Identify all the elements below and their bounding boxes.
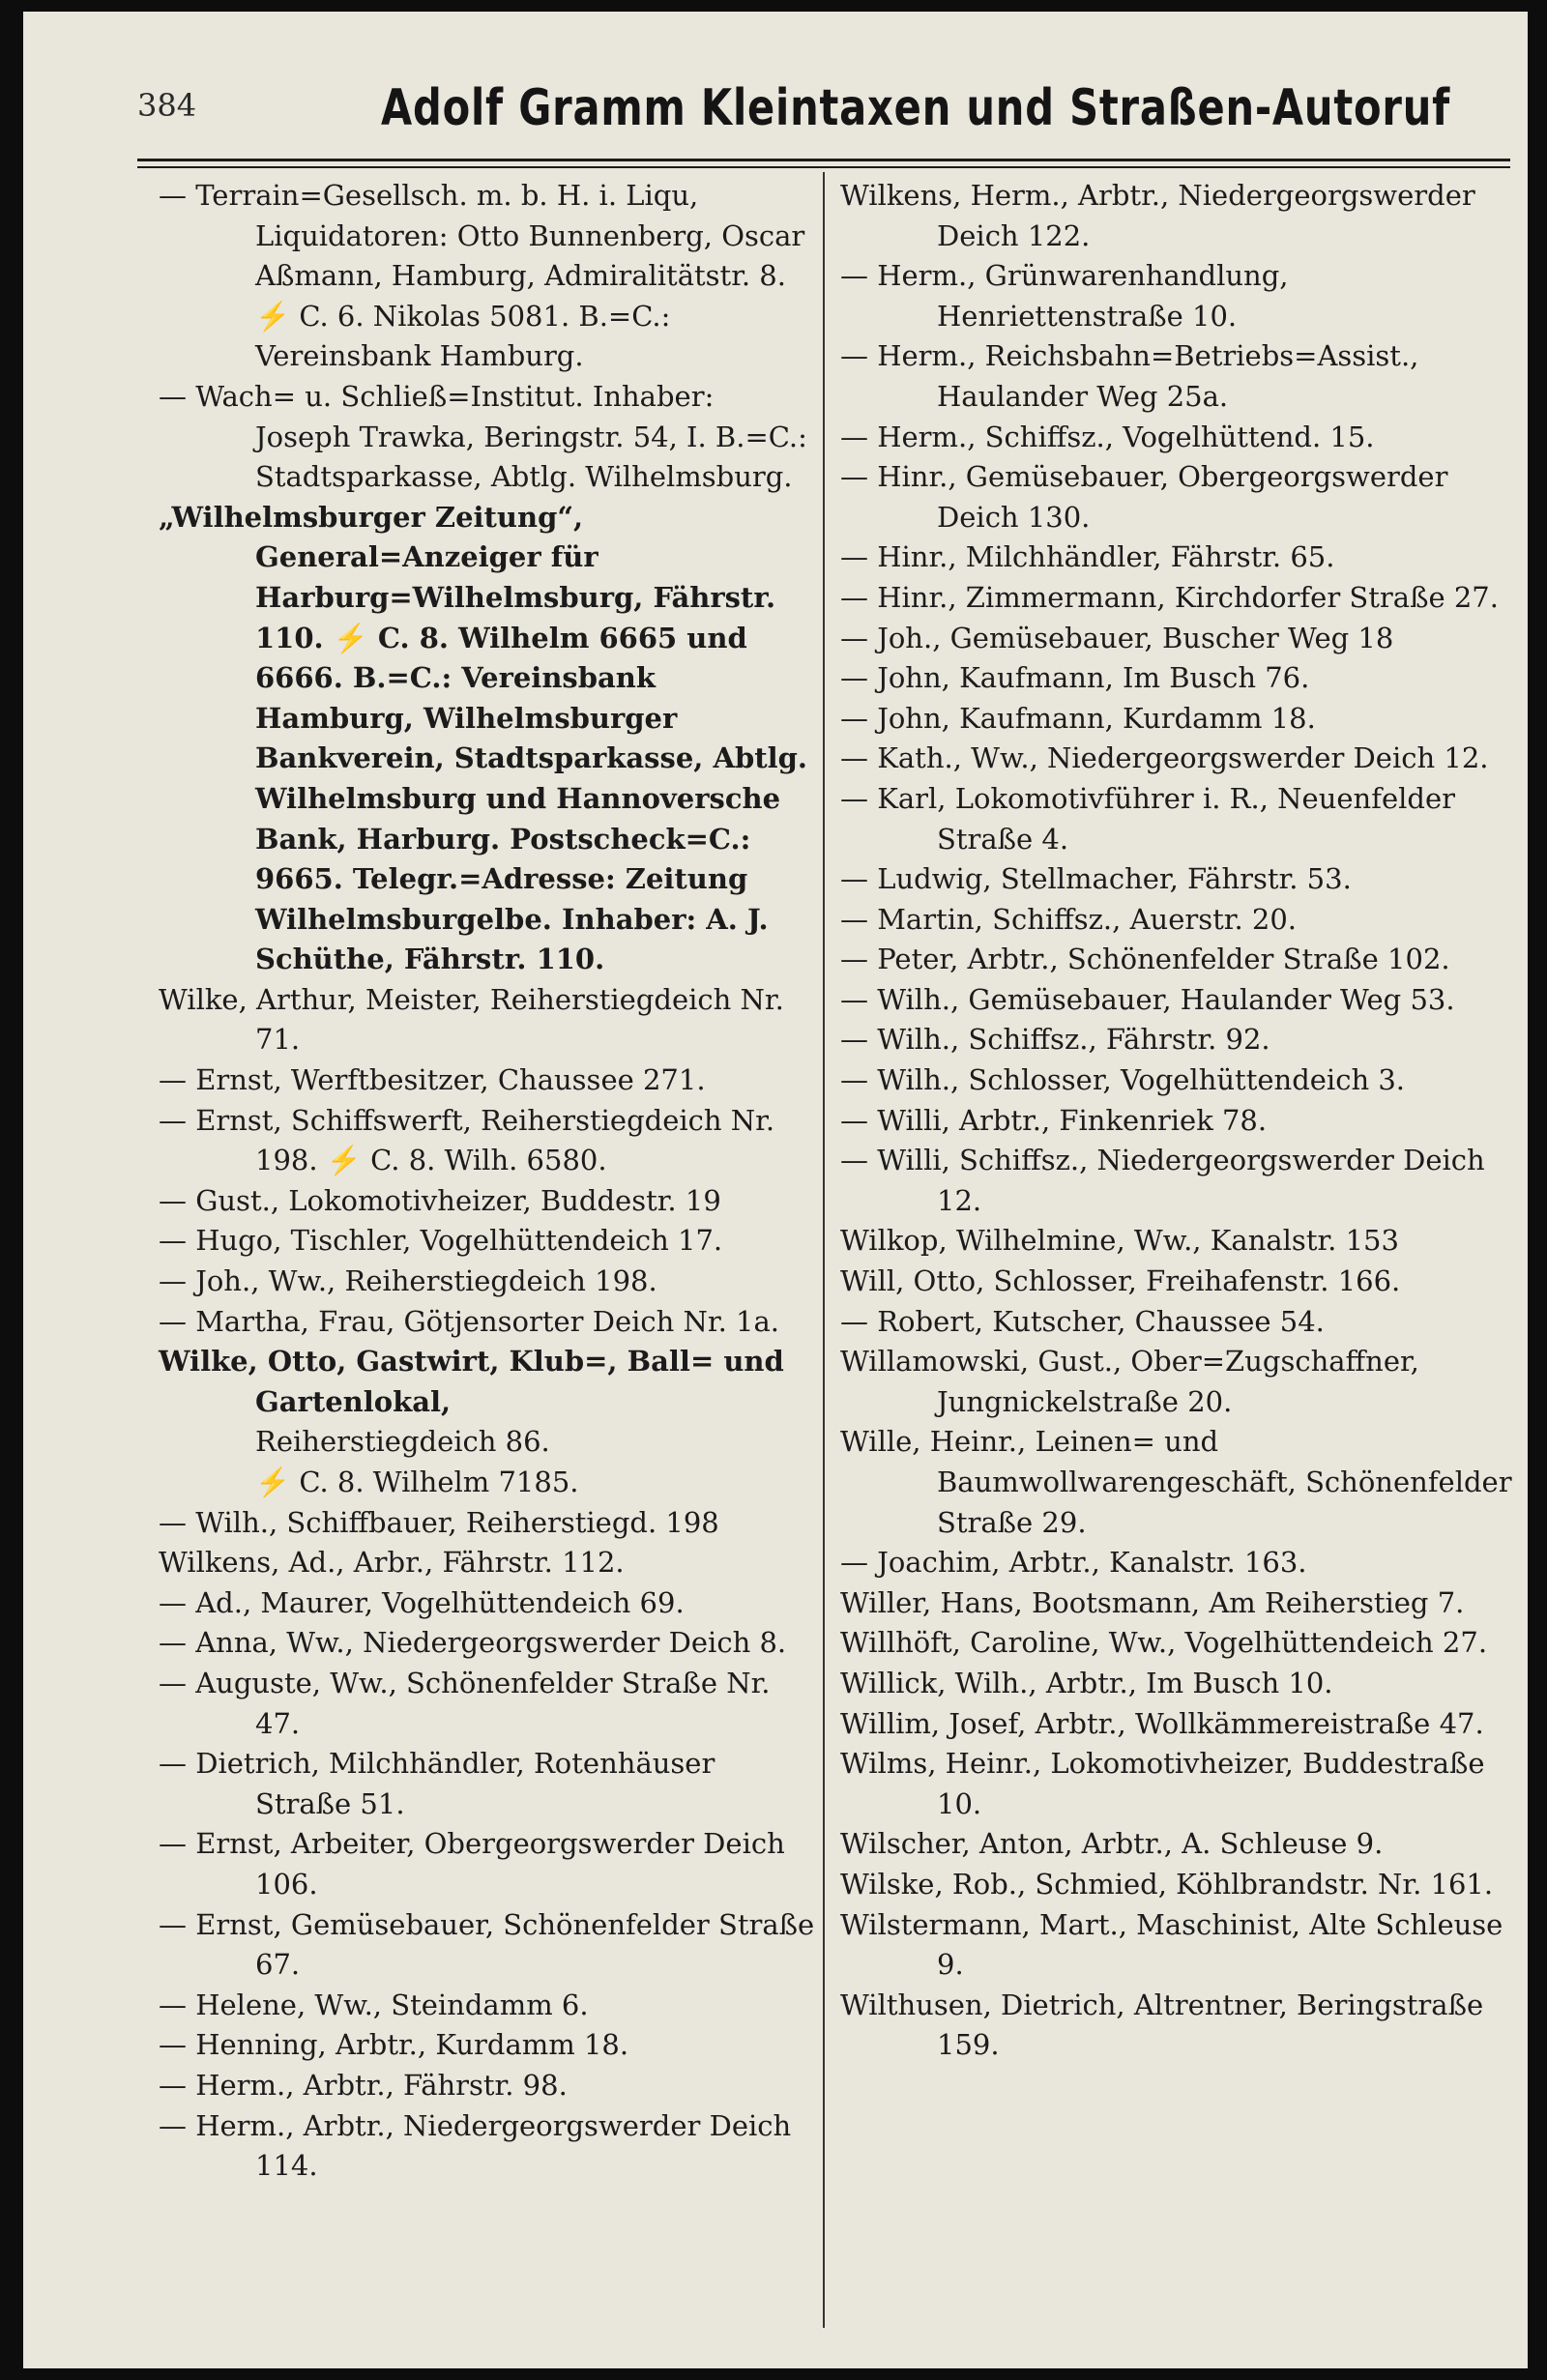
directory-entry: Willhöft, Caroline, Ww., Vogelhüttendeich 27. bbox=[840, 1626, 1488, 1660]
directory-entry: — Ludwig, Stellmacher, Fährstr. 53. bbox=[840, 862, 1352, 896]
directory-entry: Willamowski, Gust., Ober=Zugschaffner, Jungnickelstraße 20. bbox=[840, 1345, 1419, 1418]
header-rule bbox=[137, 159, 1510, 161]
directory-entry: — Hinr., Zimmermann, Kirchdorfer Straße 27. bbox=[840, 580, 1499, 614]
directory-entry: — Herm., Arbtr., Fährstr. 98. bbox=[159, 2068, 568, 2102]
directory-entry: — Martha, Frau, Götjensorter Deich Nr. 1a. bbox=[159, 1304, 779, 1338]
directory-entry: — Helene, Ww., Steindamm 6. bbox=[159, 1988, 589, 2021]
directory-entry: — Joachim, Arbtr., Kanalstr. 163. bbox=[840, 1546, 1307, 1580]
directory-entry: — Wilh., Schiffsz., Fährstr. 92. bbox=[840, 1023, 1270, 1057]
directory-entry: — Wilh., Schlosser, Vogelhüttendeich 3. bbox=[840, 1063, 1406, 1097]
directory-entry: — Martin, Schiffsz., Auerstr. 20. bbox=[840, 902, 1298, 936]
directory-entry: Wilscher, Anton, Arbtr., A. Schleuse 9. bbox=[840, 1827, 1384, 1861]
directory-entry: — Ernst, Gemüsebauer, Schönenfelder Straße 67. bbox=[159, 1907, 815, 1982]
directory-entry: — Dietrich, Milchhändler, Rotenhäuser Straße 51. bbox=[159, 1747, 715, 1820]
directory-entry: — Joh., Gemüsebauer, Buscher Weg 18 bbox=[840, 621, 1394, 654]
page-number: 384 bbox=[137, 87, 197, 124]
directory-entry: — Herm., Arbtr., Niedergeorgswerder Deich 114. bbox=[159, 2108, 792, 2183]
directory-entry: Will, Otto, Schlosser, Freihafenstr. 166. bbox=[840, 1264, 1401, 1298]
directory-entry: Willick, Wilh., Arbtr., Im Busch 10. bbox=[840, 1666, 1333, 1699]
directory-entry: — Hugo, Tischler, Vogelhüttendeich 17. bbox=[159, 1224, 723, 1258]
directory-entry: — Robert, Kutscher, Chaussee 54. bbox=[840, 1304, 1325, 1338]
directory-entry: — Herm., Reichsbahn=Betriebs=Assist., Haulander Weg 25a. bbox=[840, 339, 1419, 413]
header-rule-secondary bbox=[137, 166, 1510, 168]
left-column bbox=[159, 176, 816, 2187]
directory-entry: Wilms, Heinr., Lokomotivheizer, Buddestraße 10. bbox=[840, 1747, 1485, 1820]
directory-entry: Wilske, Rob., Schmied, Köhlbrandstr. Nr. 161. bbox=[840, 1867, 1494, 1901]
directory-entry: — Joh., Ww., Reiherstiegdeich 198. bbox=[159, 1264, 657, 1298]
directory-entry: — Karl, Lokomotivführer i. R., Neuenfelder Straße 4. bbox=[840, 781, 1455, 856]
directory-entry: „Wilhelmsburger Zeitung“, General=Anzeiger für Harburg=Wilhelmsburg, Fährstr. 110. ⚡ C. 8. Wilhelm 6665 und 6666. B.=C.: Vereinsbank Hamburg, Wilhelmsburger Bankverein, Stadtsparkasse, Abtlg. Wilhelmsburg und Hannoversche Bank, Harburg. Postscheck=C.: 9665. Telegr.=Adresse: Zeitung Wilhelmsburgelbe. Inhaber: A. J. Schüthe, Fährstr. 110. bbox=[159, 500, 808, 976]
directory-entry: ⚡ C. 8. Wilhelm 7185. bbox=[255, 1466, 579, 1498]
directory-entry: Wilstermann, Mart., Maschinist, Alte Schleuse 9. bbox=[840, 1907, 1503, 1982]
directory-entry: — Willi, Arbtr., Finkenriek 78. bbox=[840, 1103, 1268, 1137]
directory-entry: Wilkens, Ad., Arbr., Fährstr. 112. bbox=[159, 1546, 625, 1580]
directory-entry: Wilke, Arthur, Meister, Reiherstiegdeich Nr. 71. bbox=[159, 982, 784, 1057]
directory-entry: — Ad., Maurer, Vogelhüttendeich 69. bbox=[159, 1585, 685, 1619]
right-column bbox=[840, 176, 1517, 2066]
directory-entry: — Hinr., Milchhändler, Fährstr. 65. bbox=[840, 540, 1335, 574]
directory-entry: — Herm., Schiffsz., Vogelhüttend. 15. bbox=[840, 420, 1375, 453]
directory-entry: Willer, Hans, Bootsmann, Am Reiherstieg 7. bbox=[840, 1585, 1465, 1619]
directory-entry: — Auguste, Ww., Schönenfelder Straße Nr. 47. bbox=[159, 1666, 771, 1740]
directory-entry: — Wilh., Gemüsebauer, Haulander Weg 53. bbox=[840, 982, 1455, 1016]
running-header: Adolf Gramm Kleintaxen und Straßen-Autoruf bbox=[381, 79, 1451, 137]
directory-entry: Wille, Heinr., Leinen= und Baumwollwarengeschäft, Schönenfelder Straße 29. bbox=[840, 1425, 1512, 1539]
directory-entry: — Herm., Grünwarenhandlung, Henriettenstraße 10. bbox=[840, 259, 1289, 333]
directory-entry: — Peter, Arbtr., Schönenfelder Straße 102. bbox=[840, 943, 1450, 976]
directory-entry: — Hinr., Gemüsebauer, Obergeorgswerder Deich 130. bbox=[840, 460, 1448, 534]
directory-entry: — Anna, Ww., Niedergeorgswerder Deich 8. bbox=[159, 1626, 787, 1660]
directory-entry: — Willi, Schiffsz., Niedergeorgswerder Deich 12. bbox=[840, 1144, 1485, 1217]
directory-entry: Wilthusen, Dietrich, Altrentner, Beringstraße 159. bbox=[840, 1988, 1484, 2062]
directory-entry: — Henning, Arbtr., Kurdamm 18. bbox=[159, 2028, 629, 2062]
directory-entry: — Wilh., Schiffbauer, Reiherstiegd. 198 bbox=[159, 1505, 719, 1539]
directory-entry: — Wach= u. Schließ=Institut. Inhaber: Joseph Trawka, Beringstr. 54, I. B.=C.: Stadtsparkasse, Abtlg. Wilhelmsburg. bbox=[159, 379, 807, 494]
directory-entry: — John, Kaufmann, Kurdamm 18. bbox=[840, 701, 1316, 735]
directory-entry: Willim, Josef, Arbtr., Wollkämmereistraße 47. bbox=[840, 1706, 1484, 1740]
directory-entry: Wilkop, Wilhelmine, Ww., Kanalstr. 153 bbox=[840, 1224, 1399, 1258]
directory-entry: — Kath., Ww., Niedergeorgswerder Deich 12. bbox=[840, 741, 1489, 775]
directory-entry: Wilke, Otto, Gastwirt, Klub=, Ball= und Gartenlokal, bbox=[159, 1345, 784, 1418]
directory-entry: — Ernst, Werftbesitzer, Chaussee 271. bbox=[159, 1063, 706, 1097]
directory-entry: — Gust., Lokomotivheizer, Buddestr. 19 bbox=[159, 1183, 721, 1217]
directory-entry: Wilkens, Herm., Arbtr., Niedergeorgswerder Deich 122. bbox=[840, 179, 1475, 252]
directory-entry: — Ernst, Schiffswerft, Reiherstiegdeich Nr. 198. ⚡ C. 8. Wilh. 6580. bbox=[159, 1103, 775, 1177]
directory-entry: — Terrain=Gesellsch. m. b. H. i. Liqu, Liquidatoren: Otto Bunnenberg, Oscar Aßmann, Hamburg, Admiralitätstr. 8. ⚡ C. 6. Nikolas 5081. B.=C.: Vereinsbank Hamburg. bbox=[159, 179, 805, 373]
directory-entry: — John, Kaufmann, Im Busch 76. bbox=[840, 661, 1310, 695]
directory-entry: Reiherstiegdeich 86. bbox=[255, 1425, 550, 1459]
directory-entry: — Ernst, Arbeiter, Obergeorgswerder Deich 106. bbox=[159, 1827, 785, 1901]
directory-page bbox=[23, 12, 1528, 2368]
column-divider bbox=[823, 172, 825, 2328]
